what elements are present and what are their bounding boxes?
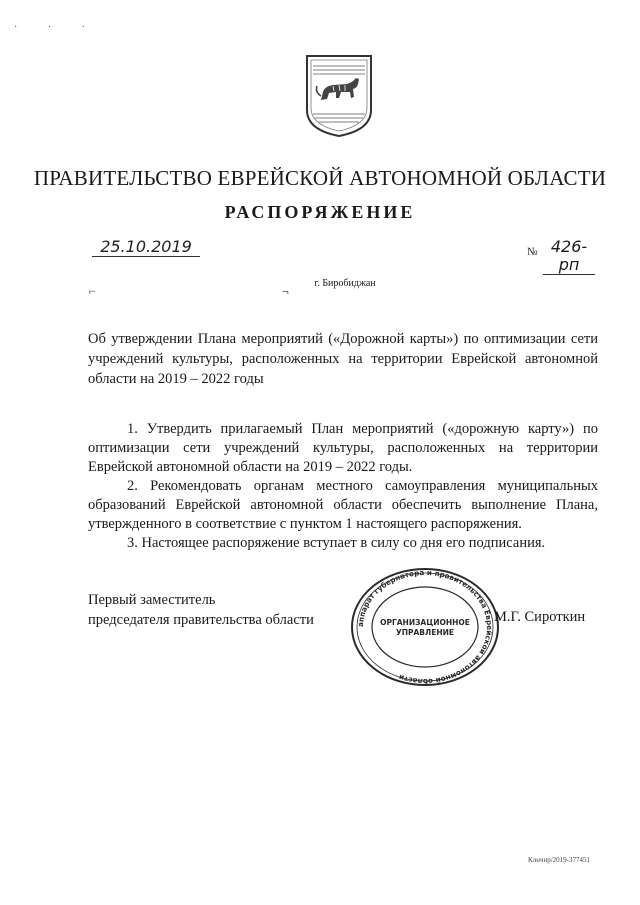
official-stamp xyxy=(350,567,500,687)
government-title: ПРАВИТЕЛЬСТВО ЕВРЕЙСКОЙ АВТОНОМНОЙ ОБЛАСТИ xyxy=(33,166,607,190)
document-type-title: РАСПОРЯЖЕНИЕ xyxy=(224,202,416,222)
body-paragraph: 3. Настоящее распоряжение вступает в силу со дня его подписания. xyxy=(127,535,546,551)
stamp-center-line: ОРГАНИЗАЦИОННОЕ xyxy=(380,618,470,627)
document-number: 426-рп xyxy=(543,238,595,275)
city-name: г. Биробиджан xyxy=(314,278,376,289)
corner-mark-left-icon: ⌐ xyxy=(89,284,96,298)
document-subject: Об утверждении Плана мероприятий («Дорожной карты») по оптимизации сети учреждений культуры, расположенных на территории Еврейской автономной области на 2019 – 2022 годы xyxy=(88,331,598,387)
scan-specks: · · · xyxy=(14,22,99,33)
stamp-ring-text: аппарат губернатора и правительства Еврейской автономной области xyxy=(355,567,495,687)
signer-position-line: председателя правительства области xyxy=(88,612,314,628)
body-paragraph: 2. Рекомендовать органам местного самоуправления муниципальных образований Еврейской автономной области обеспечить выполнение Плана, утвержденного в соответствие с пунктом 1 настоящего распоряжения. xyxy=(88,478,598,532)
coat-of-arms-emblem xyxy=(303,52,375,138)
signer-position-line: Первый заместитель xyxy=(88,592,216,608)
signer-name: М.Г. Сироткин xyxy=(494,609,586,625)
signer-position xyxy=(88,590,314,630)
footer-code: Клнчнр/2019-377451 xyxy=(528,856,590,864)
body-paragraph: 1. Утвердить прилагаемый План мероприятий («дорожную карту») по оптимизации сети учреждений культуры, расположенных на территории Еврейской автономной области на 2019 – 2022 годы. xyxy=(88,421,598,475)
stamp-center-line: УПРАВЛЕНИЕ xyxy=(395,628,455,637)
document-date: 25.10.2019 xyxy=(92,238,200,257)
document-body xyxy=(88,420,598,553)
corner-mark-right-icon: ¬ xyxy=(282,284,289,298)
number-label: № xyxy=(527,246,538,258)
